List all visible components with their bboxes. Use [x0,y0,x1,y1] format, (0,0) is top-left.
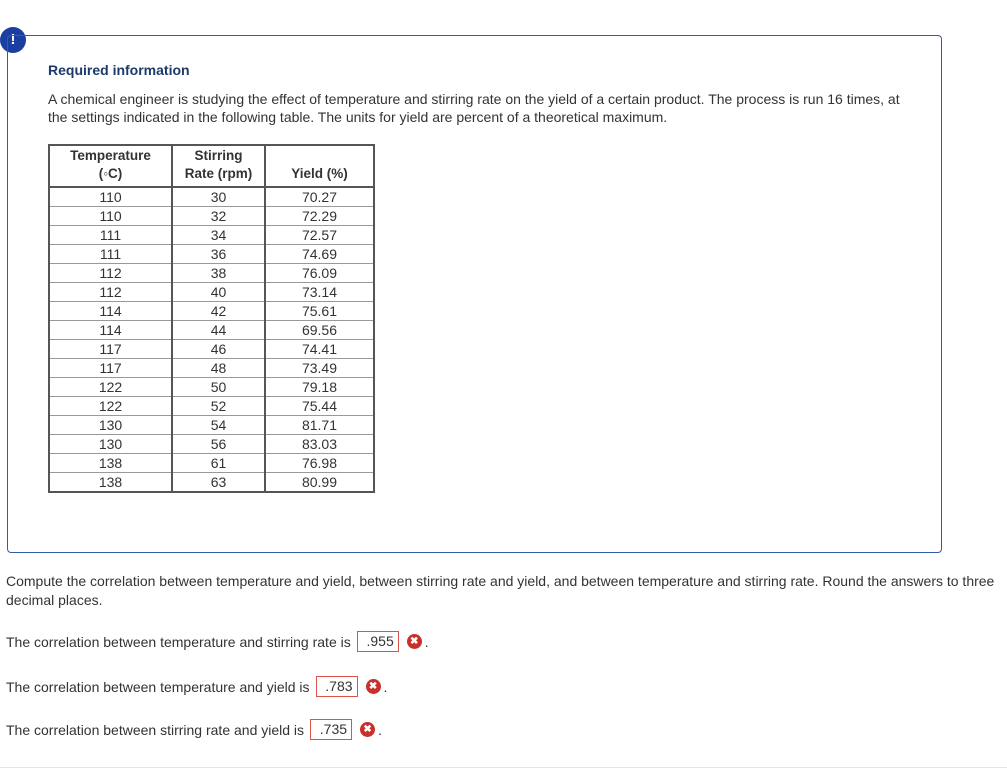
table-row [49,302,374,321]
cell-stirring-rate: 30 [172,187,265,207]
table-body [49,187,374,492]
answer-input[interactable]: .783 [316,676,358,697]
answer-suffix: . [424,633,429,650]
cell-temperature: 111 [49,245,172,264]
cell-temperature: 114 [49,302,172,321]
data-table [48,144,375,493]
cell-temperature: 130 [49,435,172,454]
cell-yield: 76.09 [265,264,374,283]
answer-input[interactable]: .955 [357,631,399,652]
header-stirring-rate [172,145,265,187]
cell-temperature: 122 [49,378,172,397]
cell-stirring-rate: 32 [172,207,265,226]
cell-stirring-rate: 40 [172,283,265,302]
table-row [49,187,374,207]
cell-yield: 79.18 [265,378,374,397]
cell-temperature: 110 [49,187,172,207]
header-yield [265,145,374,187]
wrong-icon: ✖ [366,679,381,694]
cell-stirring-rate: 34 [172,226,265,245]
cell-yield: 74.69 [265,245,374,264]
cell-stirring-rate: 44 [172,321,265,340]
cell-yield: 72.57 [265,226,374,245]
header-temperature-line1: Temperature [70,148,151,163]
answer-input[interactable]: .735 [310,719,352,740]
cell-yield: 73.49 [265,359,374,378]
cell-stirring-rate: 54 [172,416,265,435]
answer-label: The correlation between temperature and stirring rate is [6,633,351,650]
cell-temperature: 117 [49,359,172,378]
cell-temperature: 112 [49,283,172,302]
cell-temperature: 112 [49,264,172,283]
cell-stirring-rate: 48 [172,359,265,378]
cell-yield: 75.44 [265,397,374,416]
required-information-panel [7,35,942,553]
question-text: Compute the correlation between temperature and yield, between stirring rate and yield, and between temperature and stirring rate. Round the answers to three decimal places. [6,573,995,608]
table-row [49,226,374,245]
answer-temp-stirring [6,631,429,652]
cell-yield: 73.14 [265,283,374,302]
cell-yield: 80.99 [265,473,374,493]
cell-temperature: 117 [49,340,172,359]
answer-temp-yield [6,676,387,697]
cell-stirring-rate: 38 [172,264,265,283]
cell-temperature: 114 [49,321,172,340]
header-stirring-line2: Rate (rpm) [184,166,253,181]
cell-stirring-rate: 56 [172,435,265,454]
alert-icon: ! [0,27,26,53]
cell-stirring-rate: 42 [172,302,265,321]
header-temperature-line2: (◦C) [98,166,123,181]
cell-stirring-rate: 52 [172,397,265,416]
answer-label: The correlation between temperature and yield is [6,678,310,695]
answer-label: The correlation between stirring rate and yield is [6,721,305,738]
table-row [49,435,374,454]
table-row [49,264,374,283]
cell-temperature: 138 [49,473,172,493]
cell-yield: 69.56 [265,321,374,340]
cell-yield: 70.27 [265,187,374,207]
table-row [49,340,374,359]
table-row [49,416,374,435]
cell-stirring-rate: 61 [172,454,265,473]
cell-temperature: 110 [49,207,172,226]
cell-temperature: 111 [49,226,172,245]
table-row [49,359,374,378]
cell-temperature: 130 [49,416,172,435]
cell-yield: 75.61 [265,302,374,321]
bottom-divider [0,767,1007,768]
table-row [49,378,374,397]
table-row [49,473,374,493]
cell-yield: 81.71 [265,416,374,435]
info-title: Required information [48,62,190,78]
table-row [49,283,374,302]
table-row [49,321,374,340]
table-header-row [49,145,374,187]
info-text: A chemical engineer is studying the effect of temperature and stirring rate on the yield of a certain product. The process is run 16 times, at the settings indicated in the following table. The units for yield are percent of a theoretical maximum. [48,91,900,125]
cell-yield: 72.29 [265,207,374,226]
table-row [49,397,374,416]
cell-stirring-rate: 63 [172,473,265,493]
header-yield-label: Yield (%) [291,166,348,181]
header-temperature [49,145,172,187]
cell-temperature: 138 [49,454,172,473]
cell-yield: 76.98 [265,454,374,473]
table-row [49,454,374,473]
answer-suffix: . [378,721,382,738]
header-stirring-line1: Stirring [194,148,243,163]
cell-temperature: 122 [49,397,172,416]
cell-stirring-rate: 46 [172,340,265,359]
table-row [49,207,374,226]
answer-suffix: . [383,678,388,695]
answer-stirring-yield [6,719,382,740]
cell-yield: 74.41 [265,340,374,359]
cell-yield: 83.03 [265,435,374,454]
cell-stirring-rate: 50 [172,378,265,397]
wrong-icon: ✖ [407,634,422,649]
table-row [49,245,374,264]
wrong-icon: ✖ [360,722,375,737]
cell-stirring-rate: 36 [172,245,265,264]
